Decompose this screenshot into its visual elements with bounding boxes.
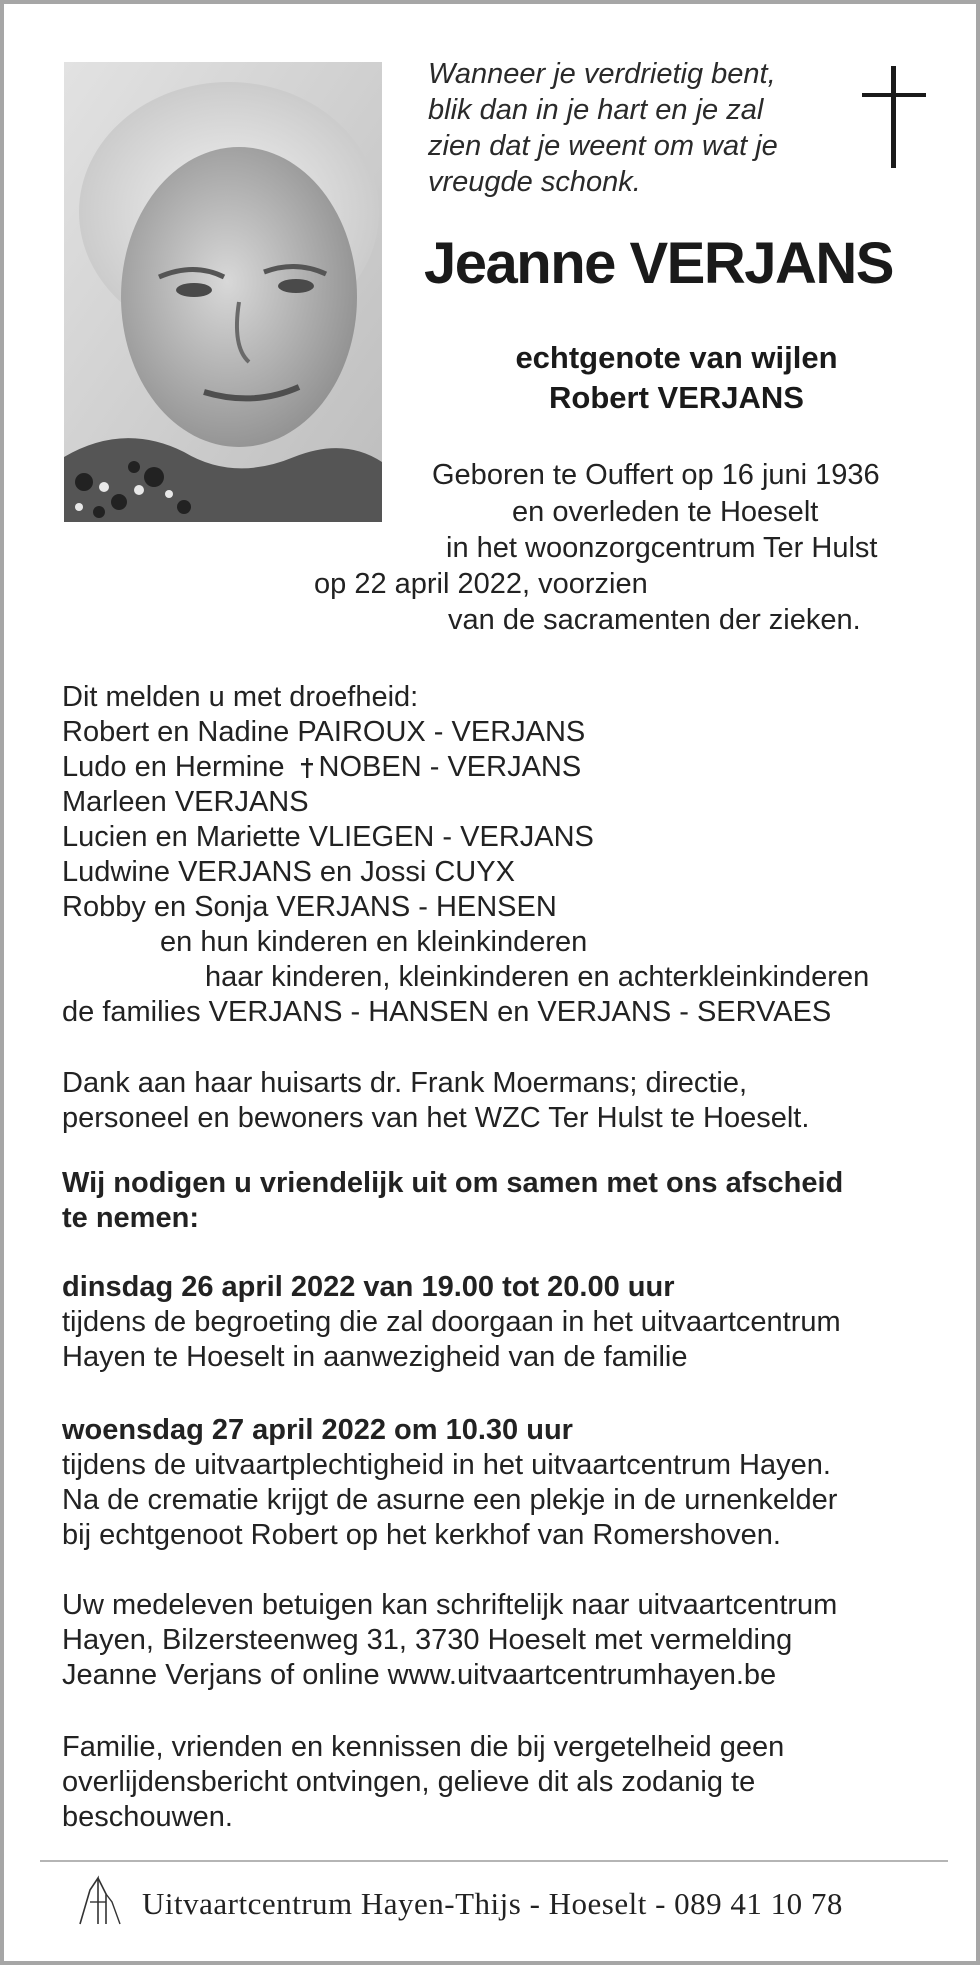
poem-line: Wanneer je verdrietig bent, xyxy=(428,58,776,90)
deceased-name: Jeanne VERJANS xyxy=(424,231,893,296)
mourner-family xyxy=(62,750,952,785)
thanks-line: personeel en bewoners van het WZC Ter Hulst te Hoeselt. xyxy=(62,1102,810,1134)
poem-line: blik dan in je hart en je zal xyxy=(428,94,764,126)
condolences-line: Jeanne Verjans of online www.uitvaartcentrumhayen.be xyxy=(62,1659,777,1691)
funeral-home-logo-icon xyxy=(76,1872,124,1928)
spouse-relation: echtgenote van wijlen xyxy=(515,340,838,375)
grandchildren-line: en hun kinderen en kleinkinderen xyxy=(160,926,588,958)
descendants-line: haar kinderen, kleinkinderen en achterkleinkinderen xyxy=(205,961,870,993)
funeral-line: bij echtgenoot Robert op het kerkhof van Romershoven. xyxy=(62,1519,781,1551)
visitation-line: Hayen te Hoeselt in aanwezigheid van de familie xyxy=(62,1341,688,1373)
invitation-line: te nemen: xyxy=(62,1202,199,1234)
birth-line: Geboren te Ouffert op 16 juni 1936 xyxy=(432,459,880,491)
funeral-line: Na de crematie krijgt de asurne een plekje in de urnenkelder xyxy=(62,1484,838,1516)
funeral-line: tijdens de uitvaartplechtigheid in het uitvaartcentrum Hayen. xyxy=(62,1449,831,1481)
mourner-family: Ludwine VERJANS en Jossi CUYX xyxy=(62,856,515,888)
condolences-line: Uw medeleven betuigen kan schriftelijk naar uitvaartcentrum xyxy=(62,1589,838,1621)
notice-line: overlijdensbericht ontvingen, gelieve dit als zodanig te xyxy=(62,1766,756,1798)
invitation-line: Wij nodigen u vriendelijk uit om samen met ons afscheid xyxy=(62,1167,844,1199)
thanks-text xyxy=(62,1066,952,1136)
visitation-datetime: dinsdag 26 april 2022 van 19.00 tot 20.00 uur xyxy=(62,1271,675,1303)
sacraments-line: van de sacramenten der zieken. xyxy=(448,604,861,636)
funeral-datetime: woensdag 27 april 2022 om 10.30 uur xyxy=(62,1414,573,1446)
latin-cross-icon xyxy=(862,66,926,168)
portrait-photo xyxy=(64,62,382,522)
notice-line: beschouwen. xyxy=(62,1801,233,1833)
notice-line: Familie, vrienden en kennissen die bij vergetelheid geen xyxy=(62,1731,785,1763)
visitation-section xyxy=(62,1270,952,1375)
condolences-text xyxy=(62,1588,952,1693)
relatives-line: de families VERJANS - HANSEN en VERJANS - SERVAES xyxy=(62,996,832,1028)
poem-line: zien dat je weent om wat je xyxy=(428,130,778,162)
small-cross-icon xyxy=(301,758,313,778)
death-place-line: en overleden te Hoeselt xyxy=(512,496,819,528)
notice-text xyxy=(62,1730,952,1835)
condolences-line: Hayen, Bilzersteenweg 31, 3730 Hoeselt met vermelding xyxy=(62,1624,793,1656)
visitation-line: tijdens de begroeting die zal doorgaan in het uitvaartcentrum xyxy=(62,1306,841,1338)
mourners-list xyxy=(62,680,952,1030)
thanks-line: Dank aan haar huisarts dr. Frank Moermans; directie, xyxy=(62,1067,748,1099)
poem-line: vreugde schonk. xyxy=(428,166,641,198)
portrait-image xyxy=(64,62,382,522)
memorial-poem xyxy=(428,56,828,200)
funeral-section xyxy=(62,1413,952,1553)
mourner-family: Marleen VERJANS xyxy=(62,786,309,818)
mourner-family: Robert en Nadine PAIROUX - VERJANS xyxy=(62,716,586,748)
mourner-family: Robby en Sonja VERJANS - HENSEN xyxy=(62,891,557,923)
spouse-name: Robert VERJANS xyxy=(549,380,804,415)
footer-divider xyxy=(40,1860,948,1862)
death-date-line: op 22 april 2022, voorzien xyxy=(314,568,648,600)
mourners-intro: Dit melden u met droefheid: xyxy=(62,681,419,713)
invitation-text xyxy=(62,1166,952,1236)
mourner-family: Lucien en Mariette VLIEGEN - VERJANS xyxy=(62,821,594,853)
mourner-family-rest: NOBEN - VERJANS xyxy=(318,751,582,783)
mourner-family-first: Ludo en Hermine xyxy=(62,751,285,783)
care-home-line: in het woonzorgcentrum Ter Hulst xyxy=(446,532,878,564)
funeral-home-footer: Uitvaartcentrum Hayen-Thijs - Hoeselt - 089 41 10 78 xyxy=(142,1886,843,1921)
spouse-line xyxy=(414,338,939,418)
